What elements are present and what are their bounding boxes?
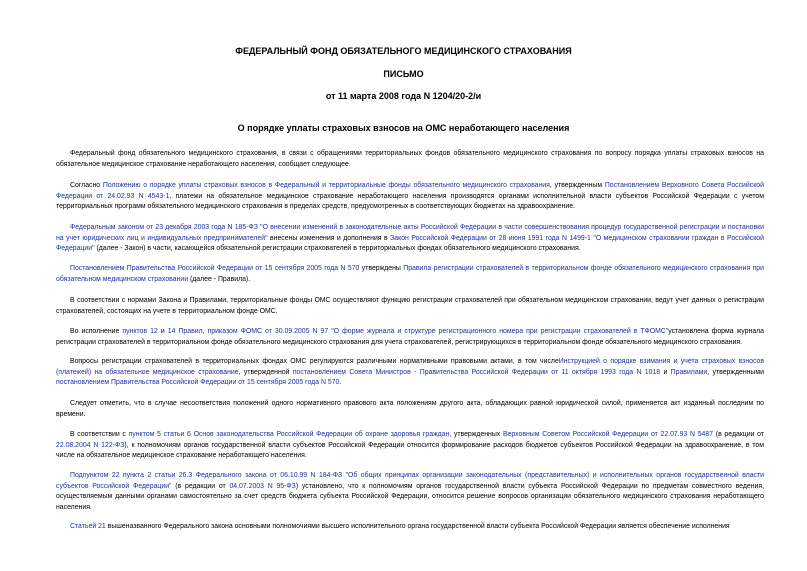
paragraph-text: Следует отметить, что в случае несоответствия положений одного нормативного правового акта положениям другого акта, обладающих равной юридической силой, применяется акт изданный последним по времени.	[56, 400, 764, 418]
legal-reference-link[interactable]: Правила регистрации страхователей в территориальном фонде обязательного медицинского страхования при обязательном медицинском страховании	[56, 265, 764, 283]
paragraph-text: (в редакции от	[713, 431, 764, 438]
legal-reference-link[interactable]: Статьей 21	[70, 523, 106, 530]
legal-reference-link[interactable]: Правилами	[670, 368, 708, 376]
paragraph-text: (далее - Правила).	[188, 275, 251, 283]
paragraph	[56, 471, 764, 513]
legal-reference-link[interactable]: Подпунктом 22 пункта 2 статьи 26.3 Федерального закона от 06.10.99 N 184-ФЗ "Об общих принципах организации законодательных (представительных) и исполнительных органов государственной власти субъектов Российской Федерации"	[56, 472, 764, 490]
paragraph-text: ) установлено, что к полномочиям органов государственной власти субъекта Российской Федерации по предметам совместного ведения, осуществляемым данными органами самостоятельно за счет средств бюджета субъекта Российской Федерации, относится решение вопросов организации обязательного медицинского страхования неработающего населения.	[56, 482, 765, 511]
document-date-number: от 11 марта 2008 года N 1204/20-2/и	[325, 91, 482, 101]
paragraph	[56, 357, 764, 389]
document-type: ПИСЬМО	[383, 69, 424, 79]
paragraph	[56, 327, 764, 348]
paragraph-text: и	[660, 368, 671, 376]
paragraph-text: , утвержденным	[549, 182, 605, 189]
paragraph-text: установлена форма журнала регистрации страхователей в территориальном фонде обязательного медицинского страхования для учета страхователей, регистрирующихся в территориальном фонде обязательного медицинского страхования.	[56, 328, 765, 346]
paragraph	[56, 296, 764, 317]
paragraph-text: и	[157, 328, 168, 335]
legal-reference-link[interactable]: Постановлением Правительства Российской Федерации от 15 сентября 2005 года N 570	[70, 265, 360, 272]
paragraph	[56, 430, 764, 462]
legal-reference-link[interactable]: Федеральным законом от 23 декабря 2003 года N 185-ФЗ "О внесении изменений в законодательные акты Российской Федерации в части совершенствования процедур государственной регистрации и постановки на учет юридических лиц и индивидуальных предпринимателей"	[56, 224, 764, 242]
paragraph-text: .	[339, 379, 342, 387]
paragraph-text: (в редакции от	[171, 482, 230, 490]
legal-reference-link[interactable]: Положению о порядке уплаты страховых взносов в Федеральный и территориальные фонды обязательного медицинского страхования	[102, 182, 550, 189]
paragraph	[56, 264, 764, 285]
paragraph-text: В соответствии с нормами Закона и Правилами, территориальные фонды ОМС осуществляют функцию регистрации страхователей при обязательном медицинском страховании, ведут учет данных о регистрации страхователей, состоящих на учете в территориальном фонде ОМС.	[56, 297, 764, 315]
paragraph-text: В соответствии с	[70, 431, 129, 438]
paragraph	[56, 181, 764, 213]
legal-reference-link[interactable]: Инструкцией о порядке взимания и учета страховых взносов (платежей) на обязательное медицинское страхование	[56, 358, 764, 376]
paragraph	[56, 223, 764, 255]
legal-reference-link[interactable]: 04.07.2003 N 95-ФЗ	[229, 482, 296, 490]
document-subject: О порядке уплаты страховых взносов на ОМС неработающего населения	[237, 123, 570, 133]
paragraph-text: Согласно	[70, 182, 103, 189]
paragraph-text: Во исполнение	[70, 328, 123, 335]
legal-reference-link[interactable]: 22.08.2004 N 122-ФЗ	[56, 441, 125, 449]
organization-title: ФЕДЕРАЛЬНЫЙ ФОНД ОБЯЗАТЕЛЬНОГО МЕДИЦИНСКОГО СТРАХОВАНИЯ	[235, 46, 572, 56]
paragraph-text: вышеназванного Федерального закона основными полномочиями высшего исполнительного органа государственной власти субъекта Российской Федерации является обеспечение исполнения	[105, 523, 730, 530]
paragraph	[56, 522, 764, 533]
paragraph-text: (далее - Закон) в части, касающейся обязательной регистрации страхователей в территориальных фондах обязательного медицинского страхования.	[94, 245, 581, 253]
paragraph-text: Вопросы регистрации страхователей в территориальных фондах ОМС регулируются различными нормативными правовыми актами, в том числе	[70, 358, 559, 365]
paragraph-text: , утвержденными	[707, 368, 764, 376]
paragraph-text: ), к полномочиям органов государственной власти субъектов Российской Федерации относится формирование расходов бюджетов субъектов Российской Федерации на здравоохранение, в том числе на обязательное медицинское страхование неработающего населения.	[56, 441, 765, 460]
legal-reference-link[interactable]: Постановлением Верховного Совета Российской Федерации от 24.02.93 N 4543-1	[56, 182, 764, 200]
paragraph-text: ,	[202, 328, 208, 335]
legal-reference-link[interactable]: постановлением Правительства Российской Федерации от 15 сентября 2005 года N 570	[56, 379, 340, 387]
paragraph-text: , платежи на обязательное медицинское страхование неработающего населения производятся органами исполнительной власти субъектов Российской Федерации с учетом территориальных программ обязательного медицинского страхования в пределах средств, предусмотренных в соответствующих бюджетах на здравоохранение.	[56, 192, 764, 211]
paragraph-text: Федеральный фонд обязательного медицинского страхования, в связи с обращениями территориальных фондов обязательного медицинского страхования по вопросу порядка уплаты страховых взносов на обязательное медицинское страхование неработающего населения, сообщает следующее.	[56, 150, 764, 168]
paragraph	[56, 149, 764, 170]
paragraph-text: , утвержденной	[238, 368, 293, 376]
legal-reference-link[interactable]: пунктом 5 статьи 6 Основ законодательства Российской Федерации об охране здоровья граждан	[128, 431, 450, 438]
legal-reference-link[interactable]: пунктов 12	[122, 328, 158, 335]
paragraph-text: внесены изменения и дополнения в	[267, 234, 391, 242]
legal-reference-link[interactable]: 14 Правил	[167, 328, 203, 335]
paragraph	[56, 399, 764, 420]
paragraph-text: утверждены	[359, 265, 404, 272]
legal-reference-link[interactable]: постановлением Совета Министров - Правительства Российской Федерации от 11 октября 1993 года N 1018	[292, 368, 661, 376]
legal-reference-link[interactable]: приказом ФОМС от 30.09.2005 N 97 "О форме журнала и структуре регистрационного номера при регистрации страхователей в ТФОМС"	[207, 328, 669, 335]
paragraph-text: , утвержденных	[449, 431, 503, 438]
legal-reference-link[interactable]: Верховным Советом Российской Федерации от 22.07.93 N 5487	[502, 431, 714, 438]
legal-reference-link[interactable]: Закон Российской Федерации от 28 июня 1991 года N 1499-1 "О медицинском страховании граждан в Российской Федерации"	[56, 234, 764, 253]
